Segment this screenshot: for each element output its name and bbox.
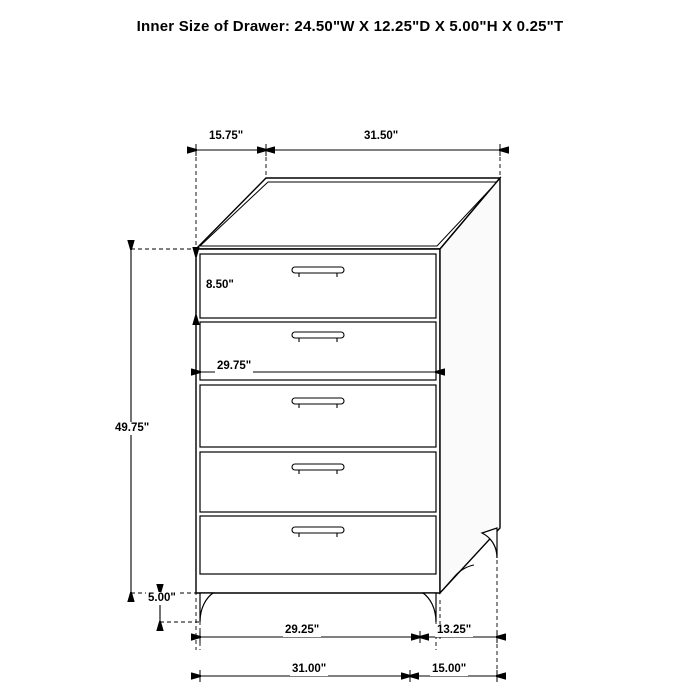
drawer-front-3 bbox=[200, 385, 436, 447]
dim-label-base-side-depth: 13.25" bbox=[437, 624, 472, 636]
dim-label-drawer-height: 8.50" bbox=[206, 279, 234, 291]
drawer-front-4 bbox=[200, 452, 436, 512]
dim-label-overall-height: 49.75" bbox=[115, 422, 150, 434]
dim-label-overall-width: 31.00" bbox=[292, 663, 327, 675]
drawer-handle-4 bbox=[292, 464, 344, 470]
drawer-front-5 bbox=[200, 516, 436, 574]
dim-label-overall-depth: 15.00" bbox=[432, 663, 467, 675]
drawer-handle-1 bbox=[292, 267, 344, 273]
dim-label-base-front-width: 29.25" bbox=[285, 624, 320, 636]
drawer-handle-2 bbox=[292, 332, 344, 338]
leg-front-right bbox=[423, 593, 436, 622]
dim-label-leg-height: 5.00" bbox=[148, 592, 176, 604]
dim-label-top-width: 31.50" bbox=[364, 130, 399, 142]
dim-label-drawer-width: 29.75" bbox=[217, 360, 252, 372]
dim-label-top-depth: 15.75" bbox=[209, 130, 244, 142]
page-title: Inner Size of Drawer: 24.50"W X 12.25"D X 5.00"H X 0.25"T bbox=[136, 18, 564, 35]
leg-front-left bbox=[200, 593, 213, 622]
drawer-handle-3 bbox=[292, 398, 344, 404]
drawer-handle-5 bbox=[292, 527, 344, 533]
